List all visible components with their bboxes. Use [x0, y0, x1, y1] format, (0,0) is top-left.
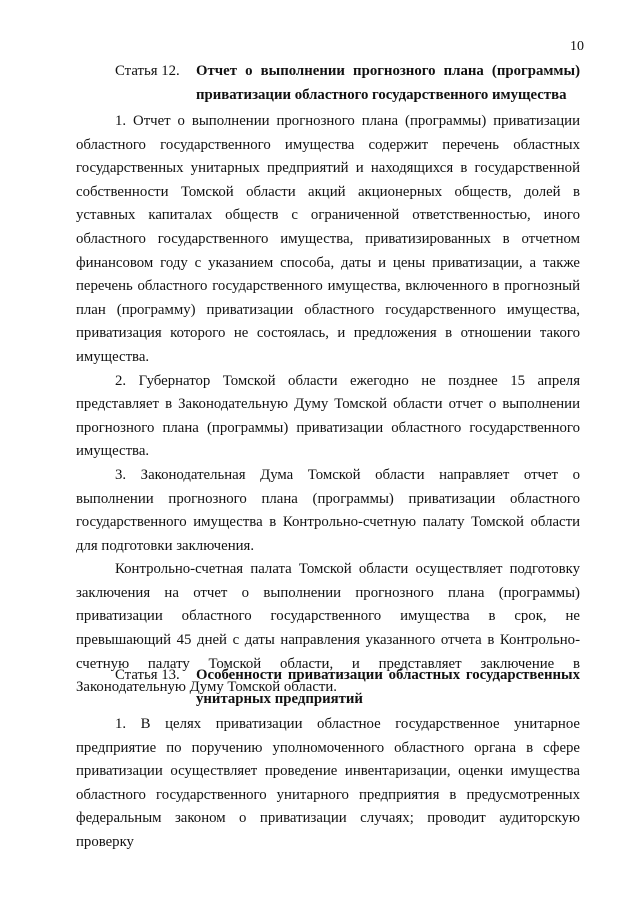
article-13-title: Особенности приватизации областных государственных унитарных предприятий [196, 667, 580, 707]
article-12-paragraph-1: 1. Отчет о выполнении прогнозного плана (программы) приватизации областного государственного имущества содержит перечень областных государственных унитарных предприятий и находящихся в государственной собственности Томской области акций акционерных обществ, долей в уставных капиталах обществ с ограниченной ответственностью, иного областного государственного имущества, приватизированных в отчетном финансовом году с указанием способа, даты и цены приватизации, а также перечень областного государственного имущества, включенного в прогнозный план (программу) приватизации областного государственного имущества, приватизация которого не состоялась, и предложения в отношении такого имущества. [76, 113, 580, 365]
article-12-label: Статья 12. [115, 63, 180, 79]
article-12-title: Отчет о выполнении прогнозного плана (программы) приватизации областного государственного имущества [196, 63, 580, 103]
article-12-body [76, 110, 580, 700]
article-12-paragraph-2: 2. Губернатор Томской области ежегодно не позднее 15 апреля представляет в Законодательную Думу Томской области отчет о выполнении прогнозного плана (программы) приватизации областного государственного имущества. [76, 372, 580, 460]
article-13-body [76, 713, 580, 855]
article-13-paragraph-1: 1. В целях приватизации областное государственное унитарное предприятие по поручению уполномоченного областного органа в сфере приватизации осуществляет проведение инвентаризации, оценки имущества областного государственного унитарного предприятия в предусмотренных федеральным законом о приватизации случаях; проводит аудиторскую проверку [76, 716, 580, 850]
page-number: 10 [570, 39, 584, 54]
article-12-paragraph-4: Контрольно-счетная палата Томской области осуществляет подготовку заключения на отчет о выполнении прогнозного плана (программы) приватизации областного государственного имущества в срок, не превышающий 45 дней с даты направления указанного отчета в Контрольно-счетную палату Томской области, и представляет заключение в Законодательную Думу Томской области. [76, 561, 580, 696]
article-13-heading [76, 664, 580, 711]
article-13-label: Статья 13. [115, 667, 180, 683]
article-12-heading [76, 60, 580, 107]
article-12-paragraph-3: 3. Законодательная Дума Томской области направляет отчет о выполнении прогнозного плана (программы) приватизации областного государственного имущества в Контрольно-счетную палату Томской области для подготовки заключения. [76, 466, 580, 554]
